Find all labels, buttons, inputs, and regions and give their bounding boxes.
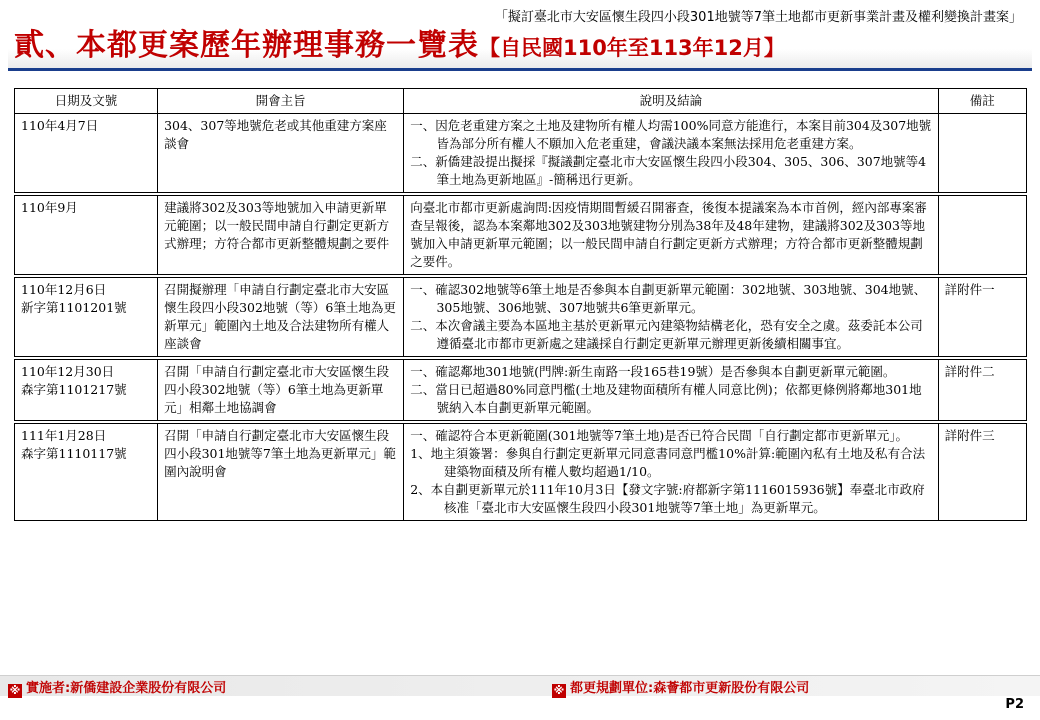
page-number: P2: [1005, 697, 1024, 712]
date-cell: [15, 358, 158, 422]
footer-bar: [0, 675, 1040, 696]
table-row: [15, 114, 1027, 195]
title-bar: [8, 26, 1032, 71]
description-cell: [404, 194, 938, 276]
column-header-subject: 開會主旨: [158, 89, 404, 114]
page-title: 貳、本都更案歷年辦理事務一覽表【自民國110年至113年12月】: [14, 28, 785, 63]
note-cell: 詳附件二: [938, 358, 1026, 422]
document-header-note: 「擬訂臺北市大安區懷生段四小段301地號等7筆土地都市更新事業計畫及權利變換計畫案」: [494, 10, 1022, 25]
document-number: 森字第1110117號: [21, 446, 127, 461]
description-item: 2、本自劃更新單元於111年10月3日【發文字號:府都新字第1116015936號】奉臺北市政府核准「臺北市大安區懷生段四小段301地號等7筆土地」為更新單元。: [410, 482, 925, 515]
column-header-note: 備註: [938, 89, 1026, 114]
description-cell: [404, 276, 938, 358]
description-item: 一、因危老重建方案之土地及建物所有權人均需100%同意方能進行，本案目前304及307地號皆為部分所有權人不願加入危老重建，會議決議本案無法採用危老重建方案。: [410, 118, 932, 151]
asterisk-mark-icon: ※: [9, 684, 21, 697]
description-item: 二、當日已超過80%同意門檻(土地及建物面積所有權人同意比例)；依都更條例將鄰地301地號納入本自劃更新單元範圍。: [410, 382, 922, 415]
subject-cell: 召開擬辦理「申請自行劃定臺北市大安區懷生段四小段302地號（等）6筆土地為更新單元」範圍內土地及合法建物所有權人座談會: [158, 276, 404, 358]
description-text: 向臺北市都市更新處詢問:因疫情期間暫緩召開審查，後復本提議案為本市首例，經內部專案審查呈報後，認為本案鄰地302及303地號建物分別為38年及48年建物，建議將302及303等地號加入申請更新單元範圍；以一般民間申請自行劃定更新方式辦理；方符合都市更新整體規劃之要件。: [410, 200, 927, 269]
subject-cell: 304、307等地號危老或其他重建方案座談會: [158, 114, 404, 195]
description-item: 1、地主須簽署：參與自行劃定更新單元同意書同意門檻10%計算:範圍內私有土地及私有合法建築物面積及所有權人數均超過1/10。: [410, 446, 926, 479]
document-number: 新字第1101201號: [21, 300, 127, 315]
description-cell: [404, 422, 938, 521]
note-cell: [938, 114, 1026, 195]
planning-unit-label: [552, 677, 809, 698]
column-header-date: 日期及文號: [15, 89, 158, 114]
implementer-text: 實施者:新僑建設企業股份有限公司: [26, 681, 227, 696]
column-header-description: 說明及結論: [404, 89, 938, 114]
planning-unit-text: 都更規劃單位:森薈都市更新股份有限公司: [570, 681, 810, 696]
description-item: 一、確認符合本更新範圍(301地號等7筆土地)是否已符合民間「自行劃定都市更新單元」。: [410, 428, 909, 443]
table-row: [15, 276, 1027, 358]
asterisk-mark-icon: ※: [553, 684, 565, 697]
description-item: 二、本次會議主要為本區地主基於更新單元內建築物結構老化，恐有安全之虞。茲委託本公司遵循臺北市都市更新處之建議採自行劃定更新單元辦理更新後續相關事宜。: [410, 318, 923, 351]
implementer-label: [8, 677, 226, 698]
description-item: 二、新僑建設提出擬採『擬議劃定臺北市大安區懷生段四小段304、305、306、307地號等4筆土地為更新地區』-簡稱迅行更新。: [410, 154, 927, 187]
note-cell: 詳附件一: [938, 276, 1026, 358]
date-text: 110年9月: [21, 200, 78, 215]
note-cell: [938, 194, 1026, 276]
subject-cell: 召開「申請自行劃定臺北市大安區懷生段四小段301地號等7筆土地為更新單元」範圍內說明會: [158, 422, 404, 521]
date-cell: [15, 422, 158, 521]
subject-cell: 建議將302及303等地號加入申請更新單元範圍；以一般民間申請自行劃定更新方式辦理；方符合都市更新整體規劃之要件: [158, 194, 404, 276]
table-row: [15, 194, 1027, 276]
date-text: 110年4月7日: [21, 118, 99, 133]
document-number: 森字第1101217號: [21, 382, 127, 397]
description-cell: [404, 114, 938, 195]
page-subtitle: 【自民國110年至113年12月】: [479, 36, 785, 60]
description-item: 一、確認302地號等6筆土地是否參與本自劃更新單元範圍：302地號、303地號、304地號、305地號、306地號、307地號共6筆更新單元。: [410, 282, 927, 315]
description-item: 一、確認鄰地301地號(門牌:新生南路一段165巷19號）是否參與本自劃更新單元範圍。: [410, 364, 896, 379]
date-text: 110年12月6日: [21, 282, 107, 297]
date-cell: [15, 276, 158, 358]
date-cell: [15, 114, 158, 195]
description-cell: [404, 358, 938, 422]
date-text: 111年1月28日: [21, 428, 107, 443]
table-header-row: [15, 89, 1027, 114]
date-cell: [15, 194, 158, 276]
table-row: [15, 422, 1027, 521]
date-text: 110年12月30日: [21, 364, 115, 379]
records-table: [14, 88, 1027, 521]
table-row: [15, 358, 1027, 422]
subject-cell: 召開「申請自行劃定臺北市大安區懷生段四小段302地號（等）6筆土地為更新單元」相鄰土地協調會: [158, 358, 404, 422]
note-cell: 詳附件三: [938, 422, 1026, 521]
